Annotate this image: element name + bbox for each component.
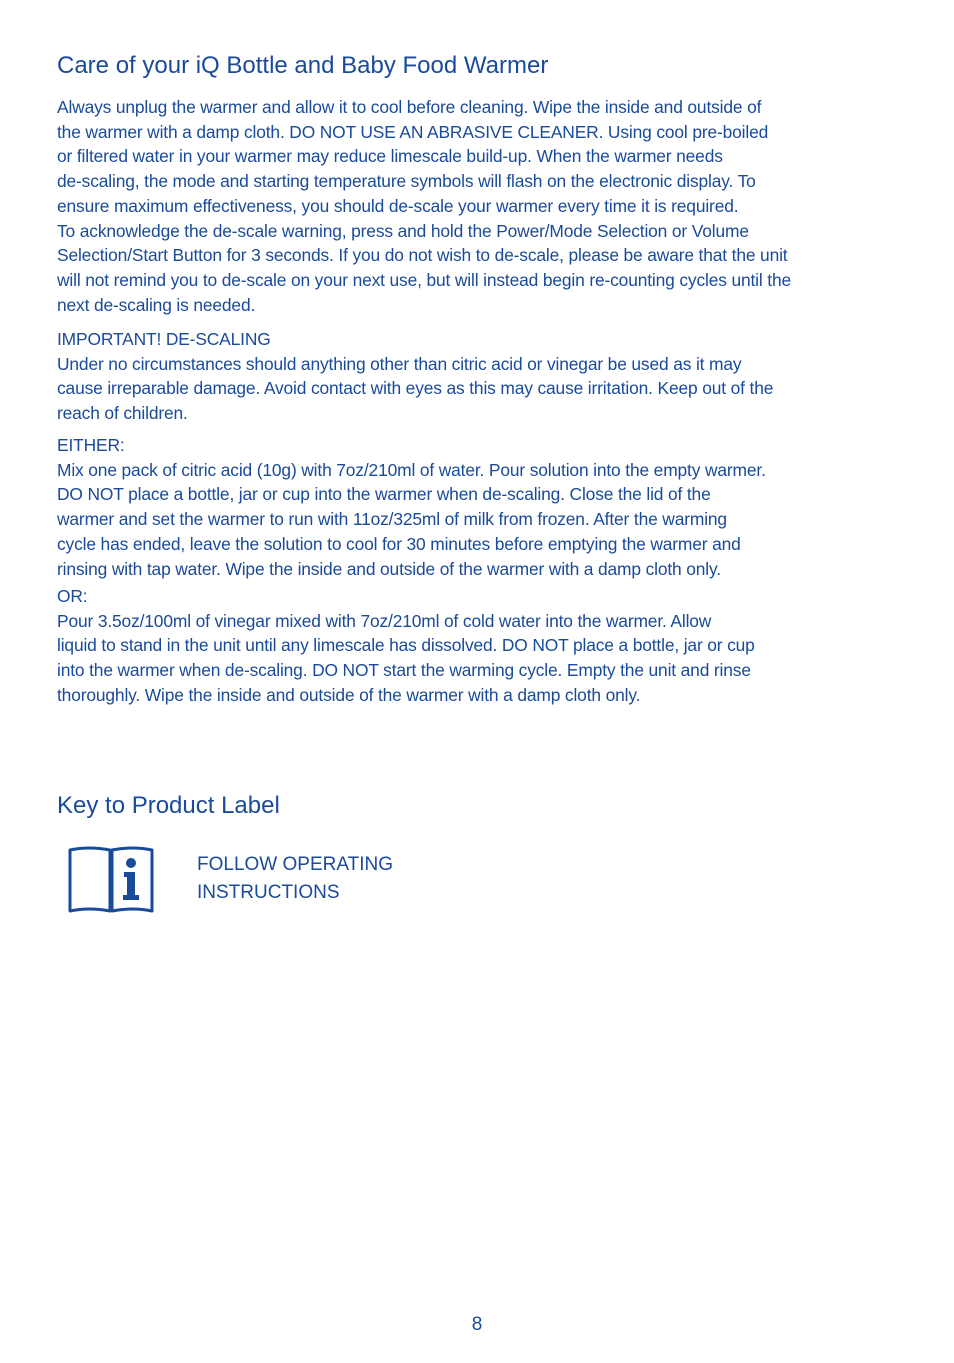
text-line: cycle has ended, leave the solution to cool for 30 minutes before emptying the warmer and [57,533,741,554]
info-book-icon [67,845,155,917]
text-line: will not remind you to de-scale on your next use, but will instead begin re-counting cycles until the [57,269,792,290]
care-title: Care of your iQ Bottle and Baby Food Warmer [57,52,549,79]
text-line: Selection/Start Button for 3 seconds. If you do not wish to de-scale, please be aware that the unit [57,245,788,266]
text-line: next de-scaling is needed. [57,294,256,315]
key-label-line: INSTRUCTIONS [197,882,340,903]
text-line: rinsing with tap water. Wipe the inside and outside of the warmer with a damp cloth only. [57,558,721,579]
text-line: Under no circumstances should anything other than citric acid or vinegar be used as it may [57,353,742,374]
text-line: warmer and set the warmer to run with 11oz/325ml of milk from frozen. After the warming [57,509,727,530]
text-line: cause irreparable damage. Avoid contact with eyes as this may cause irritation. Keep out of the [57,378,774,399]
key-item-follow-instructions [67,845,567,920]
page-number: 8 [471,1314,483,1335]
or-heading: OR: [57,586,88,606]
either-heading: EITHER: [57,435,125,455]
or-section [57,584,902,708]
text-line: into the warmer when de-scaling. DO NOT start the warming cycle. Empty the unit and rinse [57,660,751,681]
text-line: ensure maximum effectiveness, you should de-scale your warmer every time it is required. [57,195,739,216]
text-line: de-scaling, the mode and starting temperature symbols will flash on the electronic display. To [57,171,756,192]
text-line: liquid to stand in the unit until any limescale has dissolved. DO NOT place a bottle, jar or cup [57,635,755,656]
key-label [197,851,497,907]
key-title: Key to Product Label [57,792,280,819]
either-section [57,433,902,581]
care-paragraph [57,95,902,317]
important-heading: IMPORTANT! DE-SCALING [57,329,271,349]
text-line: the warmer with a damp cloth. DO NOT USE AN ABRASIVE CLEANER. Using cool pre-boiled [57,121,769,142]
text-line: or filtered water in your warmer may reduce limescale build-up. When the warmer needs [57,146,723,167]
text-line: Mix one pack of citric acid (10g) with 7oz/210ml of water. Pour solution into the empty warmer. [57,459,766,480]
text-line: DO NOT place a bottle, jar or cup into the warmer when de-scaling. Close the lid of the [57,484,711,505]
text-line: reach of children. [57,403,188,424]
text-line: Always unplug the warmer and allow it to cool before cleaning. Wipe the inside and outside of [57,97,762,117]
key-label-line: FOLLOW OPERATING [197,854,394,875]
text-line: thoroughly. Wipe the inside and outside of the warmer with a damp cloth only. [57,684,641,705]
text-line: Pour 3.5oz/100ml of vinegar mixed with 7oz/210ml of cold water into the warmer. Allow [57,610,712,631]
important-descaling-section [57,327,902,426]
text-line: To acknowledge the de-scale warning, press and hold the Power/Mode Selection or Volume [57,220,749,241]
